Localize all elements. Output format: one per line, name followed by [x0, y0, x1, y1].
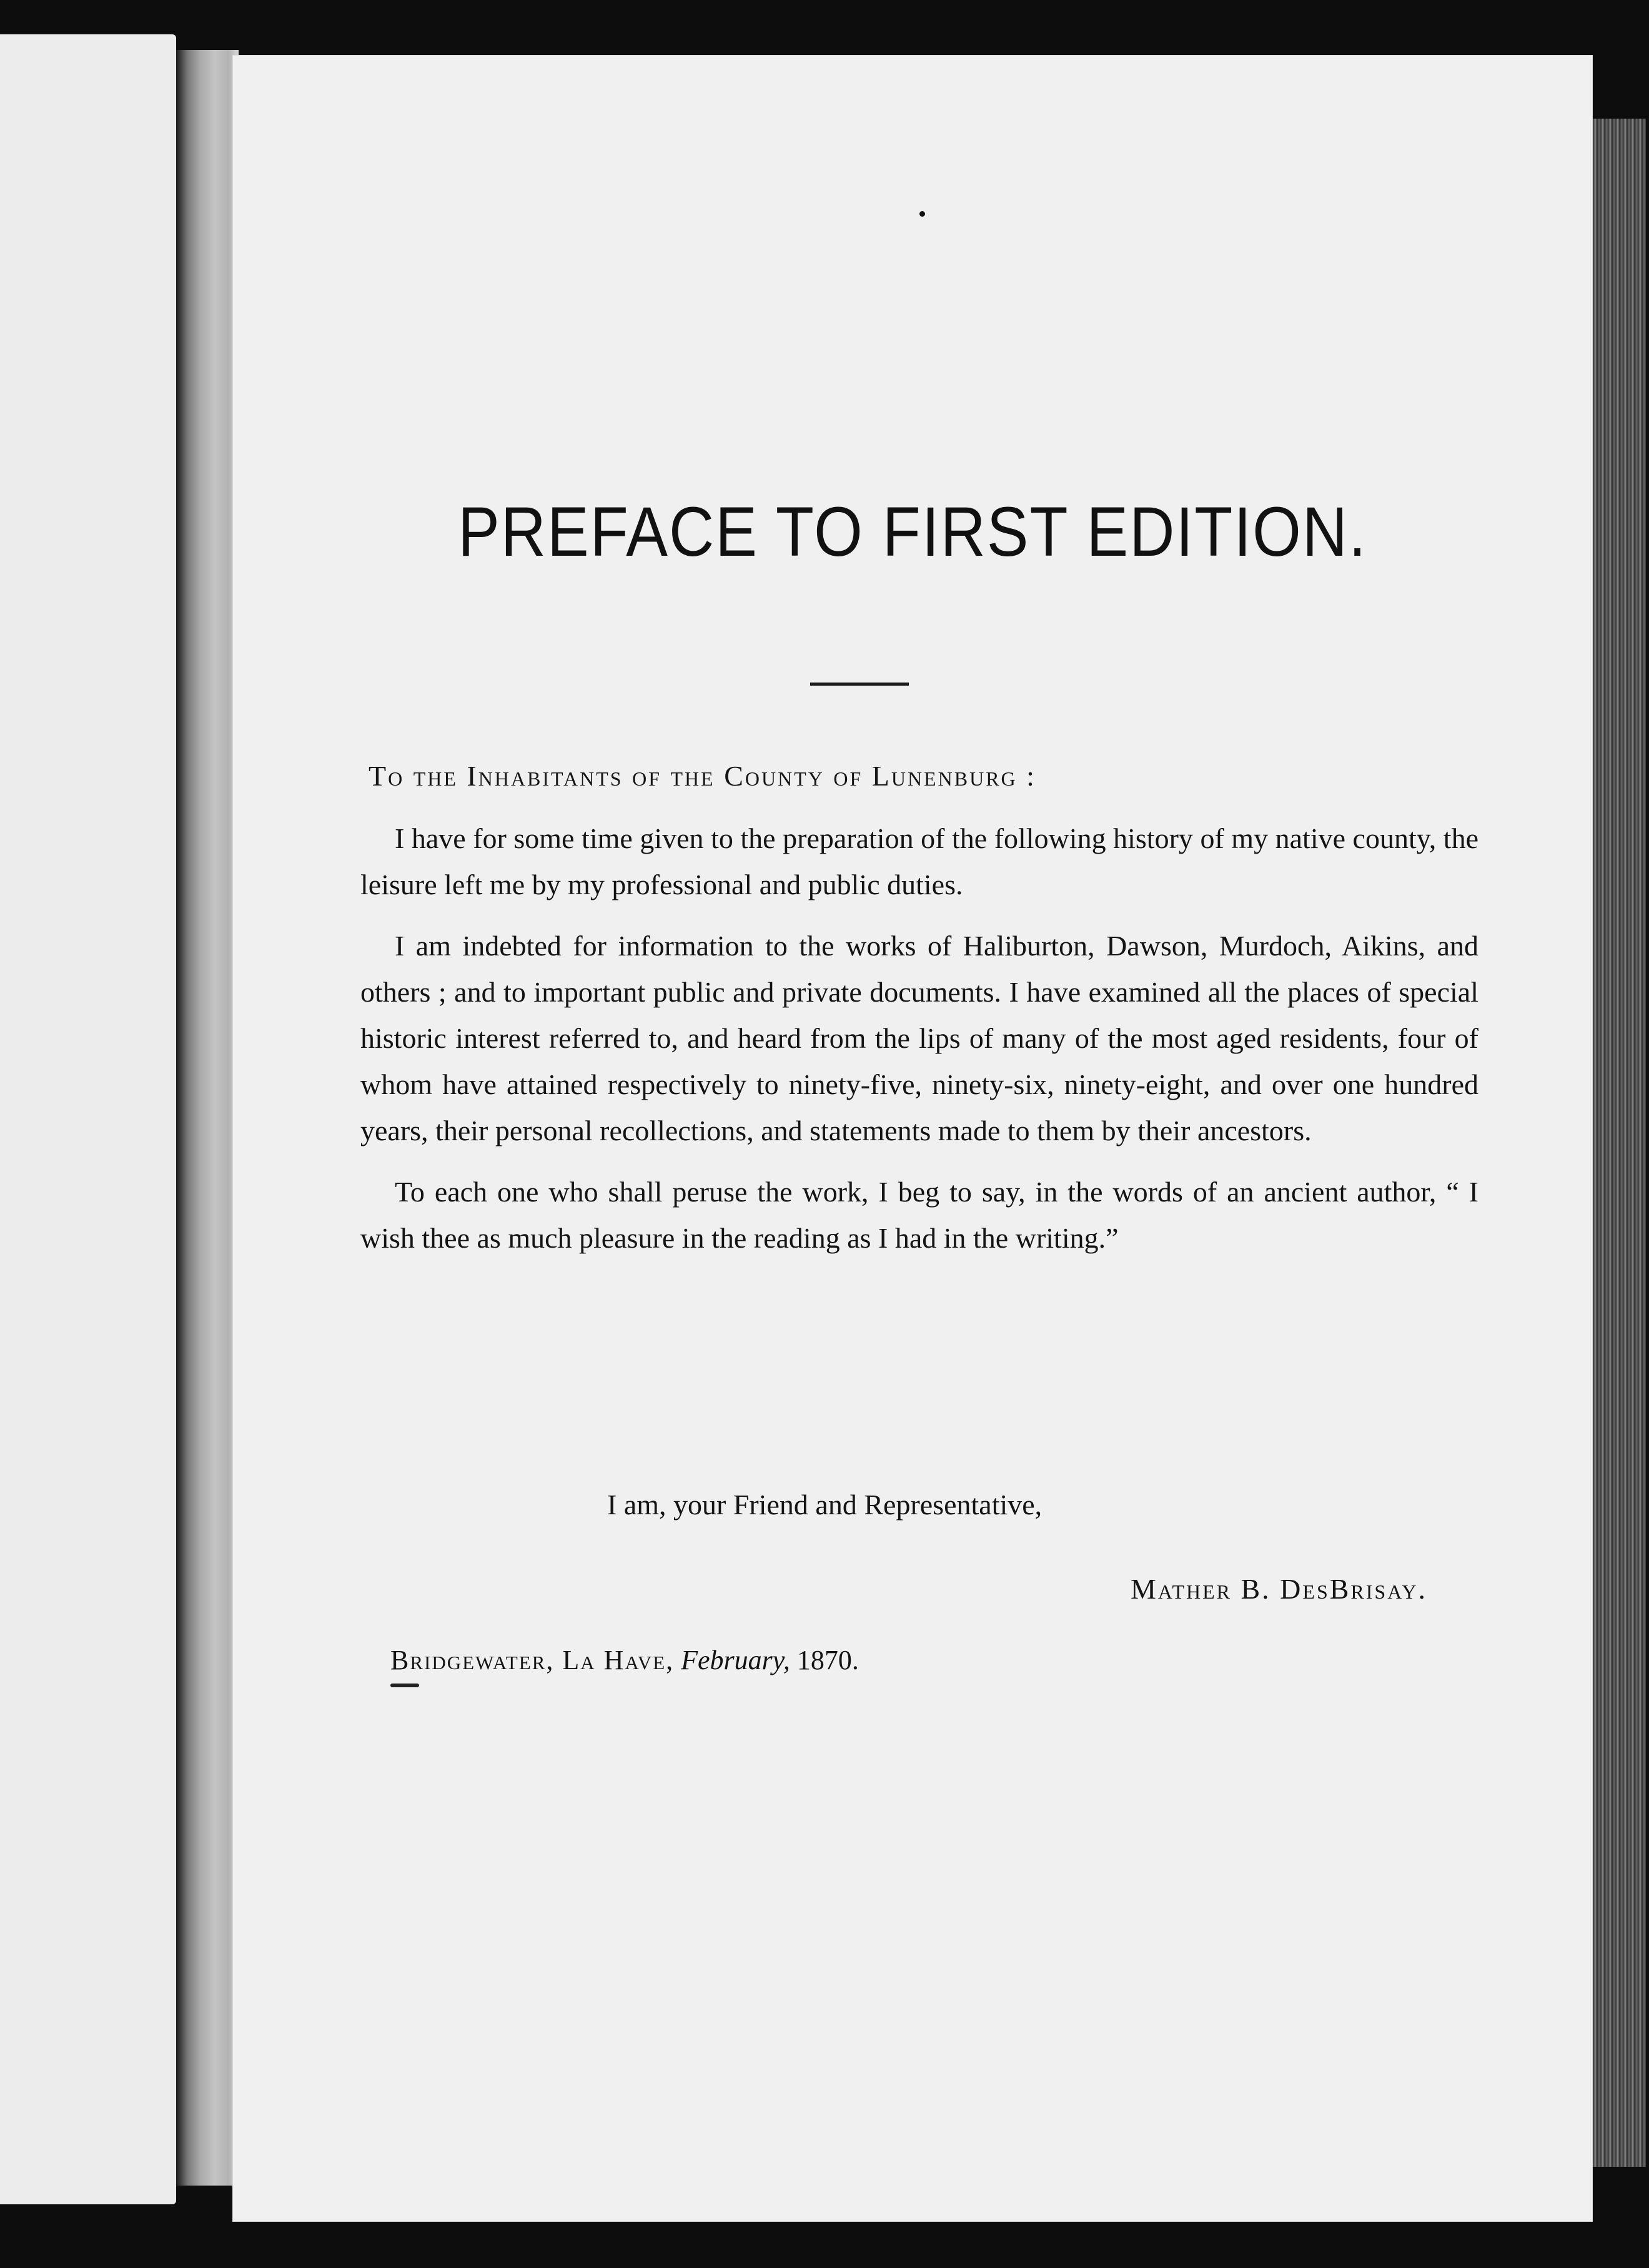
- preface-body: [360, 816, 1478, 1276]
- place: Bridgewater, La Have,: [390, 1645, 675, 1675]
- book-page: [232, 55, 1593, 2222]
- pen-underline-mark: [390, 1684, 419, 1687]
- page-stack-edge: [1590, 119, 1646, 2167]
- ink-dot: [919, 211, 925, 217]
- book-gutter: [176, 50, 239, 2186]
- title-rule: [810, 683, 909, 686]
- place-and-date: [390, 1644, 859, 1676]
- paragraph: To each one who shall peruse the work, I beg to say, in the words of an ancient author, “ I wish thee as much pleasure in the reading as I had in the writing.”: [360, 1176, 1478, 1254]
- salutation: To the Inhabitants of the County of Lunenburg :: [369, 760, 1036, 792]
- author-signature: Mather B. DesBrisay.: [1130, 1573, 1427, 1605]
- paragraph: I am indebted for information to the works of Haliburton, Dawson, Murdoch, Aikins, and others ; and to important public and private documents. I have examined all the places of special historic interest referred to, and heard from the lips of many of the most aged residents, four of whom have attained respectively to ninety-five, ninety-six, ninety-eight, and over one hundred years, their personal recollections, and statements made to them by their ancestors.: [360, 930, 1478, 1146]
- page-title: PREFACE TO FIRST EDITION.: [458, 493, 1367, 571]
- date-month: February,: [681, 1645, 790, 1675]
- paragraph: I have for some time given to the preparation of the following history of my native county, the leisure left me by my professional and public duties.: [360, 822, 1478, 900]
- date-year: 1870.: [796, 1645, 859, 1675]
- facing-page: [0, 34, 176, 2204]
- closing-line: I am, your Friend and Representative,: [607, 1489, 1042, 1521]
